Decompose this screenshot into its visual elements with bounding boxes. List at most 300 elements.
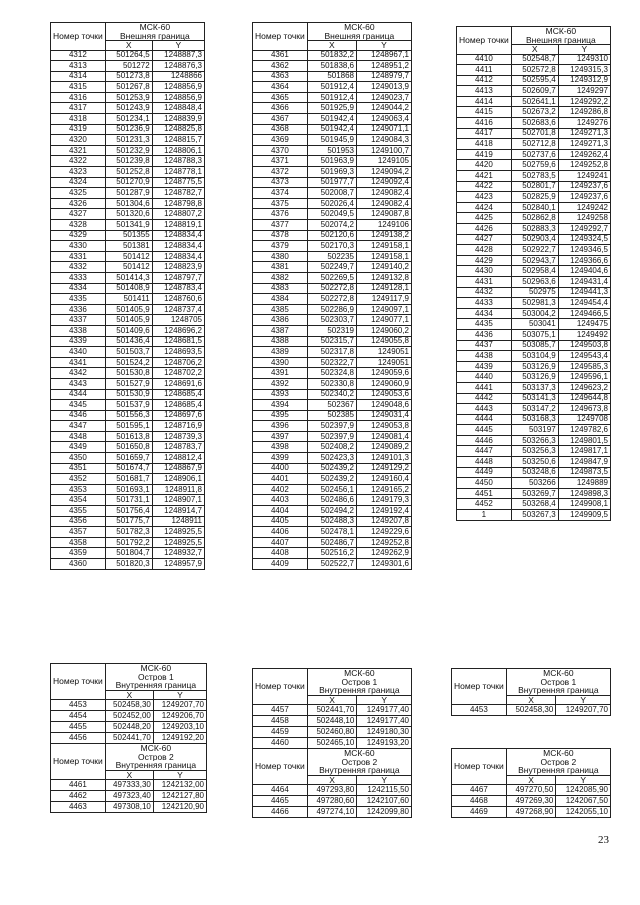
x-coordinate-cell: 501556,3 [105,410,152,421]
point-number-cell: 4469 [452,807,507,818]
point-number-cell: 4436 [457,329,512,340]
y-coordinate-cell: 1248925,5 [152,537,204,548]
x-coordinate-cell: 503197 [511,425,558,436]
point-number-cell: 4462 [51,791,106,802]
x-coordinate-cell: 503147,2 [511,404,558,415]
y-coordinate-cell: 1249503,8 [558,340,610,351]
point-number-cell: 4390 [253,357,308,368]
point-number-cell: 4408 [253,548,308,559]
x-coordinate-cell: 503075,1 [511,329,558,340]
point-number-cell: 4375 [253,198,308,209]
point-number-cell: 4398 [253,442,308,453]
x-coordinate-cell: 502963,6 [511,276,558,287]
point-number-cell: 4313 [51,61,106,72]
table-row [253,135,412,146]
y-coordinate-cell: 1249128,1 [357,283,412,294]
x-coordinate-cell: 501782,3 [105,527,152,538]
crs-header: МСК-60 [105,744,206,753]
point-number-cell: 4343 [51,378,106,389]
y-coordinate-cell: 1249782,6 [558,425,610,436]
x-coordinate-cell: 501304,6 [105,198,152,209]
point-number-cell: 4378 [253,230,308,241]
table-row [51,802,207,813]
x-coordinate-cell: 502783,5 [511,171,558,182]
y-coordinate-cell: 1249276 [558,118,610,129]
table-row [253,103,412,114]
x-coordinate-cell: 502448,10 [307,716,357,727]
table-row [253,537,412,548]
point-number-cell: 4447 [457,446,512,457]
point-number-cell: 4329 [51,230,106,241]
table-row [457,181,611,192]
x-coordinate-cell: 501234,1 [105,114,152,125]
x-coordinate-cell: 502958,4 [511,266,558,277]
y-coordinate-cell: 1249292,2 [558,96,610,107]
table-row [51,114,205,125]
y-coordinate-cell: 1249315,3 [558,65,610,76]
x-coordinate-cell: 502737,6 [511,149,558,160]
x-coordinate-cell: 502486,7 [307,537,356,548]
y-coordinate-cell: 1249140,2 [357,262,412,273]
boundary-type-header: Внутренняя граница [506,686,610,695]
x-coordinate-cell: 501252,8 [105,167,152,178]
x-header: X [105,690,153,700]
point-number-cell: 4323 [51,167,106,178]
table-row [51,167,205,178]
y-coordinate-cell: 1248681,5 [152,336,204,347]
boundary-type-header: Внутренняя граница [307,686,411,695]
x-coordinate-cell: 502975 [511,287,558,298]
point-number-cell: 4334 [51,283,106,294]
y-coordinate-cell: 1248702,2 [152,368,204,379]
table-row [457,393,611,404]
y-coordinate-cell: 1249179,3 [357,495,412,506]
y-coordinate-cell: 1248797,7 [152,272,204,283]
point-number-cell: 4414 [457,96,512,107]
y-coordinate-cell: 1249252,8 [558,160,610,171]
x-coordinate-cell: 502408,2 [307,442,356,453]
x-coordinate-cell: 501355 [105,230,152,241]
x-coordinate-cell: 502269,5 [307,272,356,283]
y-coordinate-cell: 1248825,8 [152,124,204,135]
x-coordinate-cell: 503256,3 [511,446,558,457]
point-number-cell: 4467 [452,785,507,796]
table-row [51,722,207,733]
y-coordinate-cell: 1248760,6 [152,294,204,305]
point-number-cell: 4391 [253,368,308,379]
point-number-cell: 4461 [51,780,106,791]
point-number-cell: 4377 [253,220,308,231]
table-row [253,378,412,389]
point-number-cell: 4384 [253,294,308,305]
point-number-cell: 4327 [51,209,106,220]
x-coordinate-cell: 502441,70 [307,705,357,716]
y-header: Y [153,770,206,780]
point-number-cell: 4412 [457,75,512,86]
point-number-cell: 4438 [457,351,512,362]
table-row [51,220,205,231]
table-row [452,705,611,716]
x-coordinate-cell: 502922,7 [511,245,558,256]
point-number-cell: 4404 [253,506,308,517]
table-row [457,488,611,499]
x-coordinate-cell: 501681,7 [105,474,152,485]
table-row [457,351,611,362]
x-coordinate-cell: 501674,7 [105,463,152,474]
x-header: X [105,41,152,51]
y-coordinate-cell: 1249206,70 [153,711,206,722]
point-number-cell: 4443 [457,404,512,415]
y-coordinate-cell: 1248807,2 [152,209,204,220]
y-coordinate-cell: 1242085,90 [556,785,611,796]
y-coordinate-cell: 1248691,6 [152,378,204,389]
y-coordinate-cell: 1249237,6 [558,181,610,192]
y-coordinate-cell: 1248848,4 [152,103,204,114]
y-coordinate-cell: 1249051 [357,357,412,368]
y-coordinate-cell: 1248866 [152,71,204,82]
point-number-cell: 4348 [51,431,106,442]
y-coordinate-cell: 1249292,7 [558,224,610,235]
point-number-cell: 4448 [457,457,512,468]
crs-header: МСК-60 [105,23,204,32]
table-row [253,495,412,506]
island-header: Остров 2 [307,758,411,767]
x-coordinate-cell: 501253,9 [105,92,152,103]
table-row [457,510,611,521]
x-coordinate-cell: 503267,3 [511,510,558,521]
y-coordinate-cell: 1249909,5 [558,510,610,521]
table-row [51,357,205,368]
point-number-cell: 4361 [253,50,308,61]
point-number-cell: 4373 [253,177,308,188]
table-row [457,361,611,372]
point-number-header: Номер точки [51,664,106,700]
x-coordinate-cell: 501341,9 [105,220,152,231]
point-number-cell: 4345 [51,400,106,411]
table-row [253,463,412,474]
table-row [457,340,611,351]
x-header: X [307,41,356,51]
table-row [457,298,611,309]
boundary-type-header: Внешняя граница [307,32,411,41]
table-row [51,791,207,802]
x-coordinate-cell: 502801,7 [511,181,558,192]
y-coordinate-cell: 1249092,4 [357,177,412,188]
point-number-cell: 4367 [253,114,308,125]
x-coordinate-cell: 502458,30 [506,705,556,716]
table-row [51,442,205,453]
point-number-cell: 4340 [51,347,106,358]
x-coordinate-cell: 502494,2 [307,506,356,517]
x-coordinate-cell: 502026,4 [307,198,356,209]
point-number-cell: 4442 [457,393,512,404]
x-coordinate-cell: 502673,2 [511,107,558,118]
point-number-cell: 4445 [457,425,512,436]
outer-boundary-table-1 [50,22,205,570]
point-number-cell: 4330 [51,241,106,252]
y-coordinate-cell: 1249286,8 [558,107,610,118]
table-row [457,139,611,150]
x-coordinate-cell: 501414,3 [105,272,152,283]
y-coordinate-cell: 1249673,8 [558,404,610,415]
y-coordinate-cell: 1249258 [558,213,610,224]
y-coordinate-cell: 1248856,9 [152,82,204,93]
y-coordinate-cell: 1248823,9 [152,262,204,273]
boundary-type-header: Внутренняя граница [506,766,610,775]
point-number-header: Номер точки [457,27,512,55]
x-coordinate-cell: 501756,4 [105,506,152,517]
x-coordinate-cell: 502840,1 [511,202,558,213]
table-row [253,336,412,347]
y-coordinate-cell: 1249543,4 [558,351,610,362]
point-number-cell: 4385 [253,304,308,315]
y-header: Y [357,41,412,51]
table-row [253,272,412,283]
table-row [51,700,207,711]
table-row [51,431,205,442]
x-coordinate-cell: 501912,4 [307,82,356,93]
y-coordinate-cell: 1242115,50 [357,785,412,796]
y-coordinate-cell: 1248979,7 [357,71,412,82]
x-coordinate-cell: 497280,60 [307,796,357,807]
y-coordinate-cell: 1249324,5 [558,234,610,245]
x-coordinate-cell: 497269,30 [506,796,556,807]
y-coordinate-cell: 1248911,8 [152,484,204,495]
x-coordinate-cell: 501969,3 [307,167,356,178]
x-coordinate-cell: 503126,9 [511,361,558,372]
point-number-cell: 4459 [253,727,308,738]
x-coordinate-cell: 502460,80 [307,727,357,738]
y-coordinate-cell: 1249262,4 [558,149,610,160]
y-coordinate-cell: 1249203,10 [153,722,206,733]
point-number-cell: 4366 [253,103,308,114]
table-row [253,50,412,61]
x-coordinate-cell: 502488,3 [307,516,356,527]
x-coordinate-cell: 501530,8 [105,368,152,379]
y-coordinate-cell: 1249466,5 [558,308,610,319]
table-row [51,421,205,432]
y-coordinate-cell: 1248685,4 [152,389,204,400]
table-row [457,96,611,107]
x-coordinate-cell: 502303,7 [307,315,356,326]
x-coordinate-cell: 502439,2 [307,474,356,485]
y-coordinate-cell: 1248867,9 [152,463,204,474]
y-coordinate-cell: 1249023,7 [357,92,412,103]
boundary-type-header: Внутренняя граница [105,681,206,690]
point-number-header: Номер точки [452,749,507,785]
table-row [457,319,611,330]
point-number-cell: 4401 [253,474,308,485]
x-coordinate-cell: 501436,4 [105,336,152,347]
y-coordinate-cell: 1248815,7 [152,135,204,146]
y-coordinate-cell: 1248697,6 [152,410,204,421]
point-number-cell: 4362 [253,61,308,72]
table-row [457,308,611,319]
y-coordinate-cell: 1249898,3 [558,488,610,499]
x-coordinate-cell: 497270,50 [506,785,556,796]
crs-header: МСК-60 [307,749,411,758]
table-row [51,474,205,485]
x-coordinate-cell: 497268,90 [506,807,556,818]
x-coordinate-cell: 502595,4 [511,75,558,86]
table-row [452,785,611,796]
point-number-cell: 4381 [253,262,308,273]
x-coordinate-cell: 501408,9 [105,283,152,294]
point-number-cell: 4324 [51,177,106,188]
boundary-type-header: Внешняя граница [511,36,610,45]
point-number-cell: 4335 [51,294,106,305]
y-coordinate-cell: 1248911 [152,516,204,527]
island-header: Остров 1 [105,673,206,682]
x-coordinate-cell: 502008,7 [307,188,356,199]
point-number-cell: 4354 [51,495,106,506]
x-coordinate-cell: 501977,7 [307,177,356,188]
table-row [457,446,611,457]
table-row [457,65,611,76]
y-coordinate-cell: 1249252,8 [357,537,412,548]
island1-inner-table-1 [50,663,207,744]
x-coordinate-cell: 501942,4 [307,124,356,135]
y-coordinate-cell: 1249138,2 [357,230,412,241]
table-row [51,294,205,305]
point-number-cell: 4319 [51,124,106,135]
y-coordinate-cell: 1249207,70 [556,705,611,716]
x-coordinate-cell: 502330,8 [307,378,356,389]
point-number-cell: 4429 [457,255,512,266]
boundary-type-header: Внутренняя граница [105,761,206,770]
point-number-cell: 4403 [253,495,308,506]
table-row [51,50,205,61]
x-coordinate-cell: 501264,5 [105,50,152,61]
x-coordinate-cell: 501243,9 [105,103,152,114]
y-coordinate-cell: 1248834,4 [152,230,204,241]
table-row [457,382,611,393]
x-coordinate-cell: 501405,9 [105,315,152,326]
point-number-cell: 4338 [51,325,106,336]
x-coordinate-cell: 501236,9 [105,124,152,135]
y-coordinate-cell: 1249180,30 [357,727,412,738]
table-row [51,156,205,167]
y-coordinate-cell: 1249100,7 [357,145,412,156]
table-row [51,780,207,791]
table-row [51,368,205,379]
x-coordinate-cell: 501731,1 [105,495,152,506]
y-coordinate-cell: 1242067,50 [556,796,611,807]
y-coordinate-cell: 1249158,1 [357,251,412,262]
point-number-cell: 4431 [457,276,512,287]
y-coordinate-cell: 1249241 [558,171,610,182]
point-number-cell: 4344 [51,389,106,400]
x-coordinate-cell: 497333,30 [105,780,153,791]
point-number-cell: 4453 [51,700,106,711]
point-number-header: Номер точки [253,749,308,785]
y-coordinate-cell: 1249087,8 [357,209,412,220]
y-coordinate-cell: 1249081,4 [357,431,412,442]
table-row [51,304,205,315]
table-row [457,435,611,446]
table-row [253,209,412,220]
table-row [51,537,205,548]
table-row [457,329,611,340]
point-number-cell: 4439 [457,361,512,372]
outer-boundary-table-3 [456,26,611,521]
x-coordinate-cell: 502458,30 [105,700,153,711]
y-coordinate-cell: 1249053,8 [357,421,412,432]
point-number-cell: 4455 [51,722,106,733]
table-row [51,124,205,135]
table-row [457,499,611,510]
table-row [51,92,205,103]
point-number-cell: 4400 [253,463,308,474]
table-row [253,785,412,796]
y-coordinate-cell: 1249708 [558,414,610,425]
x-coordinate-cell: 502235 [307,251,356,262]
y-coordinate-cell: 1249312,9 [558,75,610,86]
table-row [253,484,412,495]
point-number-cell: 4386 [253,315,308,326]
table-row [457,255,611,266]
y-coordinate-cell: 1249301,6 [357,559,412,570]
point-number-cell: 4392 [253,378,308,389]
table-row [51,484,205,495]
y-coordinate-cell: 1242099,80 [357,807,412,818]
table-row [457,160,611,171]
x-coordinate-cell: 502441,70 [105,733,153,744]
x-coordinate-cell: 497323,40 [105,791,153,802]
point-number-cell: 4317 [51,103,106,114]
y-coordinate-cell: 1248957,9 [152,559,204,570]
y-coordinate-cell: 1242127,80 [153,791,206,802]
y-coordinate-cell: 1248783,4 [152,283,204,294]
x-coordinate-cell: 502486,6 [307,495,356,506]
table-row [51,463,205,474]
x-coordinate-cell: 502862,8 [511,213,558,224]
y-coordinate-cell: 1249101,3 [357,453,412,464]
y-coordinate-cell: 1248696,2 [152,325,204,336]
y-coordinate-cell: 1249084,3 [357,135,412,146]
y-coordinate-cell: 1249262,9 [357,548,412,559]
x-coordinate-cell: 502317,8 [307,347,356,358]
x-coordinate-cell: 501267,8 [105,82,152,93]
table-row [457,107,611,118]
y-coordinate-cell: 1249158,1 [357,241,412,252]
table-row [253,188,412,199]
table-row [253,738,412,749]
point-number-cell: 4372 [253,167,308,178]
x-coordinate-cell: 501838,6 [307,61,356,72]
x-coordinate-cell: 501411 [105,294,152,305]
x-coordinate-cell: 501530,9 [105,389,152,400]
point-number-cell: 4314 [51,71,106,82]
y-coordinate-cell: 1249242 [558,202,610,213]
y-coordinate-cell: 1249082,4 [357,188,412,199]
x-coordinate-cell: 502903,4 [511,234,558,245]
x-coordinate-cell: 502319 [307,325,356,336]
y-coordinate-cell: 1249060,2 [357,325,412,336]
crs-header: МСК-60 [307,23,411,32]
point-number-header: Номер точки [51,744,106,780]
table-row [51,336,205,347]
table-row [457,414,611,425]
island-header: Остров 1 [307,678,411,687]
table-row [51,378,205,389]
y-coordinate-cell: 1249077,1 [357,315,412,326]
point-number-cell: 4456 [51,733,106,744]
point-number-cell: 4430 [457,266,512,277]
x-coordinate-cell: 502825,9 [511,192,558,203]
x-coordinate-cell: 501272 [105,61,152,72]
x-coordinate-cell: 502516,2 [307,548,356,559]
